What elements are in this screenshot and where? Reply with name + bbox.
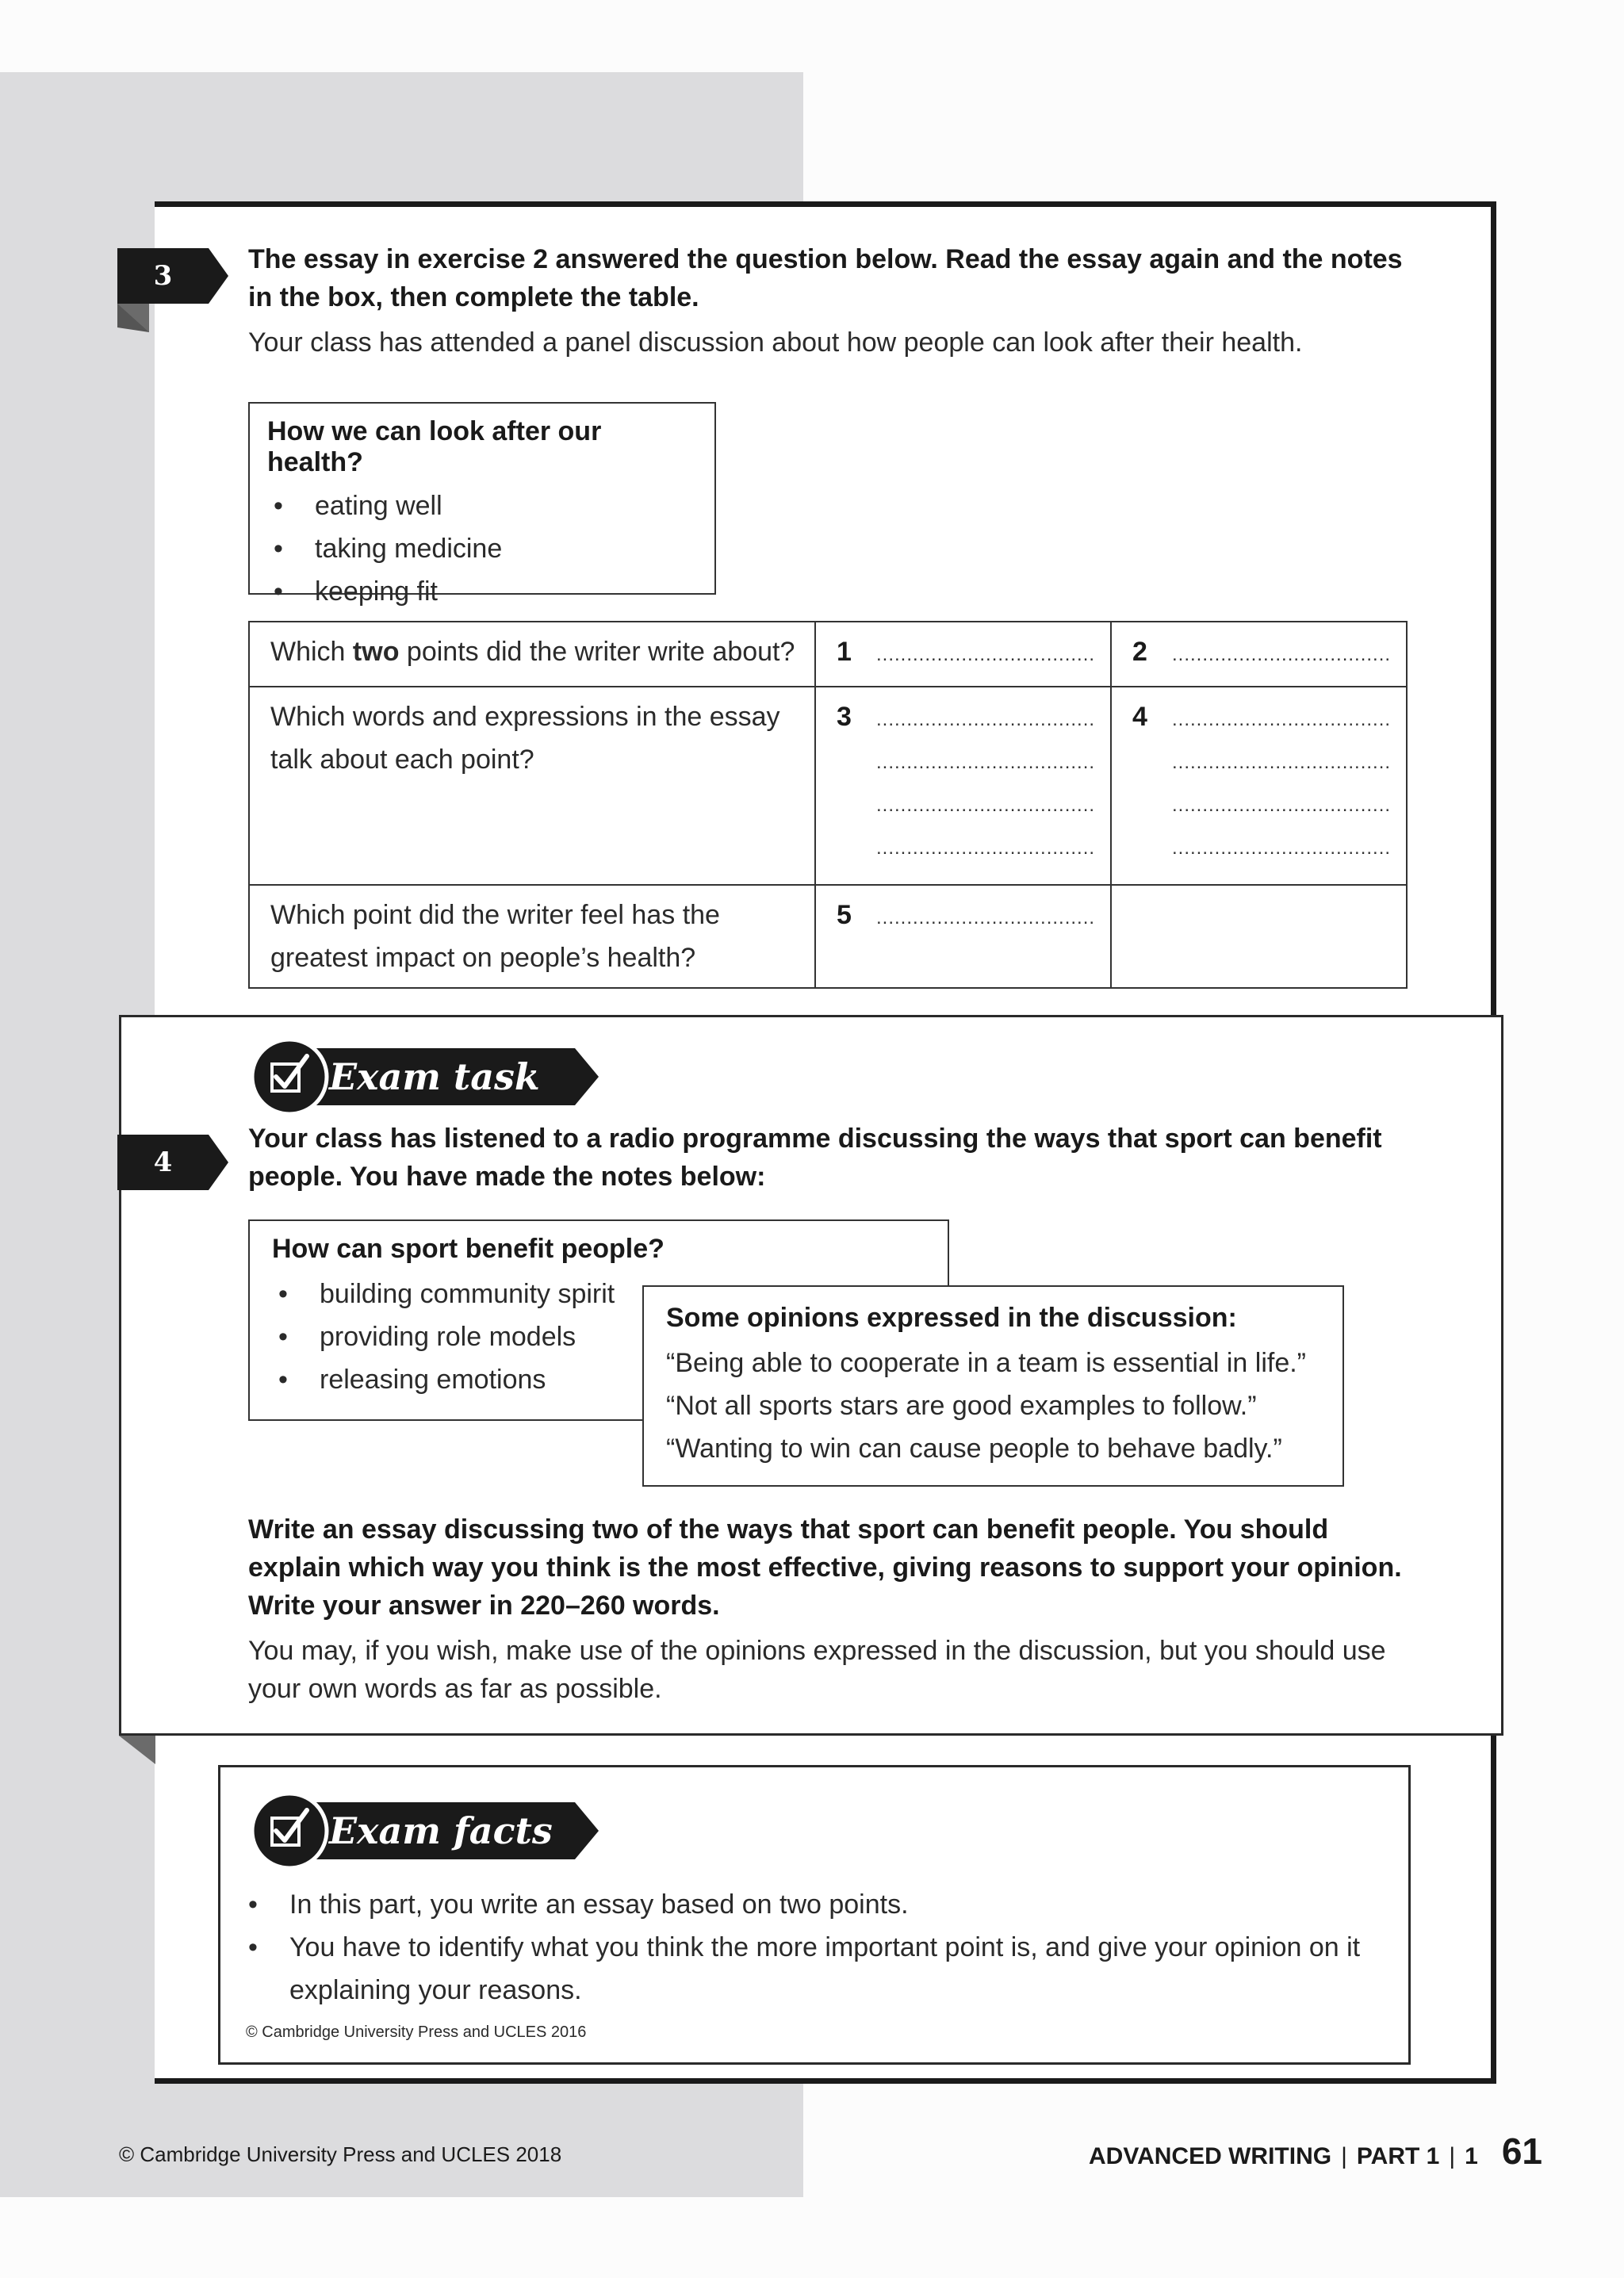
exam-task-note: You may, if you wish, make use of the opinions expressed in the discussion, but you should use your own words as far as possible.	[248, 1636, 1386, 1704]
exam-task-banner-label: Exam task	[329, 1055, 540, 1098]
answer-cell-2[interactable]: 2 ....................................	[1111, 622, 1407, 687]
footer-unit: 1	[1465, 2143, 1478, 2169]
footer-copyright: © Cambridge University Press and UCLES 2018	[119, 2142, 562, 2166]
list-item: • eating well	[267, 484, 697, 527]
question-cell: Which point did the writer feel has the greatest impact on people’s health?	[249, 885, 815, 988]
health-notes-title: How we can look after our health?	[267, 416, 602, 477]
answer-cell-4[interactable]: 4 .................................... .................................... .................................... ....................................	[1111, 687, 1407, 885]
list-item: • releasing emotions	[272, 1358, 925, 1401]
question-cell: Which words and expressions in the essay talk about each point?	[249, 687, 815, 885]
answer-cell-3[interactable]: 3 .................................... .................................... .................................... ....................................	[815, 687, 1111, 885]
exercise-3-context: Your class has attended a panel discussion about how people can look after their health.	[248, 327, 1303, 358]
completion-table	[248, 621, 1408, 989]
exercise-3-number-tab	[117, 248, 228, 304]
exam-facts-copyright: © Cambridge University Press and UCLES 2016	[246, 2023, 587, 2041]
footer-separator: |	[1341, 2143, 1347, 2169]
opinion-quote: “Being able to cooperate in a team is essential in life.”	[666, 1348, 1307, 1378]
list-item: • You have to identify what you think the more important point is, and give your opinion on it explaining your reasons.	[242, 1926, 1368, 2012]
exercise-3-instruction: The essay in exercise 2 answered the question below. Read the essay again and the notes in the box, then complete the table.	[248, 244, 1403, 312]
footer-page-info	[1089, 2130, 1542, 2173]
health-notes-box	[248, 402, 716, 607]
opinion-quote: “Not all sports stars are good examples to follow.”	[666, 1391, 1257, 1421]
footer-part: PART 1	[1356, 2143, 1440, 2169]
opinions-box	[642, 1285, 1344, 1487]
list-item: • keeping fit	[267, 570, 697, 613]
exam-facts-banner	[250, 1791, 599, 1870]
exam-task-banner	[250, 1037, 599, 1116]
answer-cell-5[interactable]: 5 ....................................	[815, 885, 1111, 988]
exercise-4-number-tab	[117, 1135, 228, 1190]
exam-task-prompt: Write an essay discussing two of the ways that sport can benefit people. You should explain which way you think is the most effective, giving reasons to support your opinion. Write your answer in 220–260 words.	[248, 1514, 1402, 1621]
list-item: • providing role models	[272, 1315, 925, 1358]
empty-cell	[1111, 885, 1407, 988]
exercise-number: 4	[153, 1147, 173, 1178]
list-item: • taking medicine	[267, 527, 697, 570]
opinions-list	[666, 1342, 1320, 1470]
exam-facts-banner-label: Exam facts	[329, 1809, 553, 1852]
opinions-title: Some opinions expressed in the discussion:	[666, 1303, 1237, 1333]
list-item: • building community spirit	[272, 1273, 925, 1315]
list-item: • In this part, you write an essay based on two points.	[242, 1883, 1368, 1926]
footer-section: ADVANCED WRITING	[1088, 2143, 1332, 2169]
page-number: 61	[1501, 2131, 1542, 2172]
table-row	[249, 622, 1407, 687]
exam-task-instruction: Your class has listened to a radio programme discussing the ways that sport can benefit people. You have made the notes below:	[248, 1124, 1382, 1192]
sport-notes-title: How can sport benefit people?	[272, 1234, 665, 1264]
opinion-quote: “Wanting to win can cause people to behave badly.”	[666, 1434, 1282, 1464]
table-row	[249, 687, 1407, 885]
table-row	[249, 885, 1407, 988]
exercise-number: 3	[153, 260, 173, 292]
exam-facts-list	[242, 1883, 1368, 2012]
answer-cell-1[interactable]: 1 ....................................	[815, 622, 1111, 687]
health-notes-list	[267, 484, 697, 613]
question-cell: Which two points did the writer write about?	[249, 622, 815, 687]
tab-fold-shadow	[119, 1736, 155, 1764]
footer-separator: |	[1449, 2143, 1456, 2169]
